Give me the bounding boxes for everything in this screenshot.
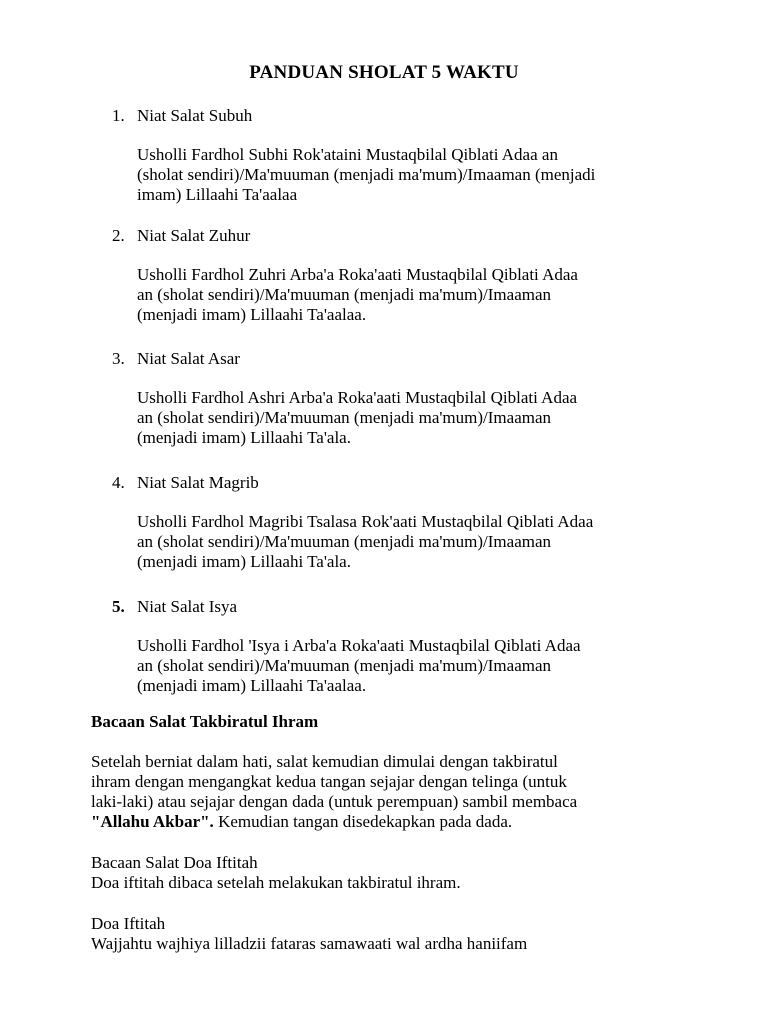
list-item-heading: Niat Salat Subuh	[137, 106, 253, 125]
list-item-body	[137, 145, 697, 205]
list-item-heading-row	[112, 349, 712, 369]
section-heading: Doa Iftitah	[91, 914, 166, 933]
body-line: (menjadi imam) Lillaahi Ta'ala.	[137, 552, 351, 571]
body-line: Doa iftitah dibaca setelah melakukan takbiratul ihram.	[91, 873, 461, 892]
body-text: Kemudian tangan disedekapkan pada dada.	[213, 812, 513, 831]
list-item	[112, 473, 712, 572]
list-item-heading: Niat Salat Magrib	[137, 473, 259, 492]
body-line: (menjadi imam) Lillaahi Ta'aalaa.	[137, 676, 367, 695]
doa-section	[91, 914, 681, 954]
list-item-body	[137, 265, 697, 325]
list-item-heading-row	[112, 473, 712, 493]
list-item-body	[137, 388, 697, 448]
section-heading: Bacaan Salat Takbiratul Ihram	[91, 712, 319, 731]
body-line: an (sholat sendiri)/Ma'muuman (menjadi ma'mum)/Imaaman	[137, 656, 552, 675]
body-line: Usholli Fardhol Magribi Tsalasa Rok'aati Mustaqbilal Qiblati Adaa	[137, 512, 594, 531]
list-item	[112, 597, 712, 696]
list-item	[112, 349, 712, 448]
section-heading: Bacaan Salat Doa Iftitah	[91, 853, 258, 872]
body-line: an (sholat sendiri)/Ma'muuman (menjadi ma'mum)/Imaaman	[137, 408, 552, 427]
list-item-body	[137, 512, 697, 572]
list-item-number: 2.	[112, 226, 125, 245]
list-item-body	[137, 636, 697, 696]
body-line: Wajjahtu wajhiya lilladzii fataras samawaati wal ardha haniifam	[91, 934, 528, 953]
takbir-section	[91, 712, 681, 732]
list-item-heading: Niat Salat Isya	[137, 597, 238, 616]
body-line: laki-laki) atau sejajar dengan dada (untuk perempuan) sambil membaca	[91, 792, 578, 811]
body-line: imam) Lillaahi Ta'aalaa	[137, 185, 298, 204]
page-title: PANDUAN SHOLAT 5 WAKTU	[249, 62, 519, 83]
list-item	[112, 106, 712, 205]
body-line	[91, 812, 681, 832]
list-item-number: 5.	[112, 597, 125, 616]
iftitah-section	[91, 853, 681, 893]
body-line: Usholli Fardhol Zuhri Arba'a Roka'aati Mustaqbilal Qiblati Adaa	[137, 265, 578, 284]
list-item-number: 3.	[112, 349, 125, 368]
bold-quote: "Allahu Akbar".	[91, 812, 214, 831]
list-item-number: 4.	[112, 473, 125, 492]
body-line: an (sholat sendiri)/Ma'muuman (menjadi ma'mum)/Imaaman	[137, 285, 552, 304]
takbir-paragraph	[91, 752, 681, 832]
body-line: (menjadi imam) Lillaahi Ta'aalaa.	[137, 305, 367, 324]
list-item-heading: Niat Salat Asar	[137, 349, 240, 368]
body-line: Setelah berniat dalam hati, salat kemudian dimulai dengan takbiratul	[91, 752, 558, 771]
body-line: (menjadi imam) Lillaahi Ta'ala.	[137, 428, 351, 447]
body-line: ihram dengan mengangkat kedua tangan sejajar dengan telinga (untuk	[91, 772, 567, 791]
list-item-heading: Niat Salat Zuhur	[137, 226, 251, 245]
list-item-heading-row	[112, 106, 712, 126]
body-line: Usholli Fardhol Subhi Rok'ataini Mustaqbilal Qiblati Adaa an	[137, 145, 558, 164]
list-item	[112, 226, 712, 325]
body-line: an (sholat sendiri)/Ma'muuman (menjadi ma'mum)/Imaaman	[137, 532, 552, 551]
body-line: Usholli Fardhol Ashri Arba'a Roka'aati Mustaqbilal Qiblati Adaa	[137, 388, 578, 407]
list-item-number: 1.	[112, 106, 125, 125]
body-line: (sholat sendiri)/Ma'muuman (menjadi ma'mum)/Imaaman (menjadi	[137, 165, 596, 184]
list-item-heading-row	[112, 597, 712, 617]
body-line: Usholli Fardhol 'Isya i Arba'a Roka'aati Mustaqbilal Qiblati Adaa	[137, 636, 581, 655]
list-item-heading-row	[112, 226, 712, 246]
